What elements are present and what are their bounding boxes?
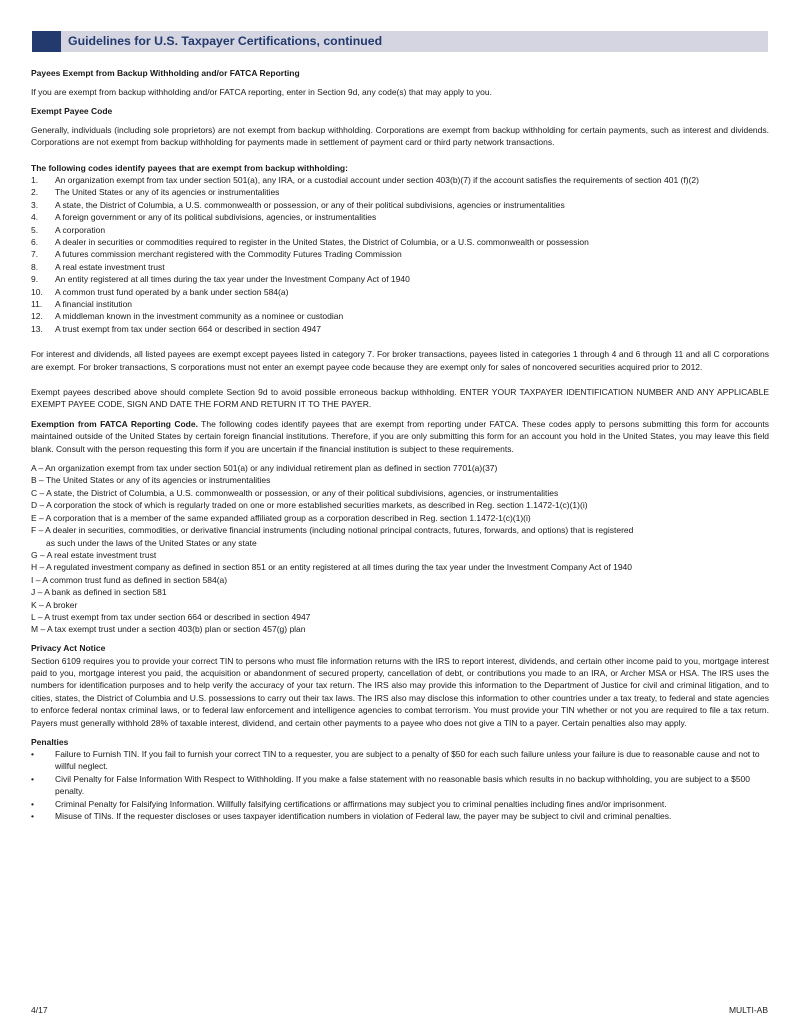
list-item: • Civil Penalty for False Information With Respect to Withholding. If you make a false statement with no reasonable basis which results in no backup withholding, you are subject to a $500 penalty. [31, 773, 750, 797]
header-accent-block [32, 31, 61, 52]
page-title: Guidelines for U.S. Taxpayer Certifications, continued [68, 34, 383, 48]
exempt-intro: If you are exempt from backup withholding and/or FATCA reporting, enter in Section 9d, any code(s) that may apply to you. [31, 86, 492, 97]
privacy-paragraph: Section 6109 requires you to provide your correct TIN to persons who must file information returns with the IRS to report interest, dividends, and certain other income paid to you, mortgage interest paid to you, mortgage interest you paid, the acquisition or abandonment of secured property, cancellation of debt, or contributions you made to an IRA, or Archer MSA or HSA. The IRS uses the numbers for identification purposes and to help verify the accuracy of your tax return. The IRS also may provide this information to the Department of Justice for civil and criminal litigation, and to cities, states, the District of Columbia and U.S. possessions to carry out their tax laws. The IRS also may disclose this information to other countries under a tax treaty, to federal and state agencies to enforce federal nontax criminal laws, or to federal law enforcement and intelligence agencies to combat terrorism. You must provide your TIN whether or not you are required to file a tax return. Payers must generally withhold 28% of taxable interest, dividend, and certain other payments to a payee who does not give a TIN to a payer. Certain penalties also may apply. [31, 655, 769, 728]
list-item: • Criminal Penalty for Falsifying Information. Willfully falsifying certifications or affirmations may subject you to criminal penalties including fines and/or imprisonment. [31, 798, 667, 809]
list-item: L – A trust exempt from tax under section 664 or described in section 4947 [31, 611, 311, 622]
list-item: • Misuse of TINs. If the requester discloses or uses taxpayer identification numbers in violation of Federal law, the payer may be subject to civil and criminal penalties. [31, 811, 672, 822]
list-item: 5. A corporation [31, 224, 106, 235]
list-item: 9. An entity registered at all times during the tax year under the Investment Company Act of 1940 [31, 274, 410, 285]
complete-section-paragraph: Exempt payees described above should complete Section 9d to avoid possible erroneous backup withholding. ENTER YOUR TAXPAYER IDENTIFICATION NUMBER AND ANY APPLICABLE EXEMPT PAYEE CODE, SIGN AND DATE THE FORM AND RETURN IT TO THE PAYER. [31, 387, 769, 410]
penalties-heading: Penalties [31, 736, 69, 747]
fatca-paragraph [31, 418, 769, 455]
list-item: 11. A financial institution [31, 299, 133, 309]
codes-heading: The following codes identify payees that are exempt from backup withholding: [31, 162, 348, 173]
list-item: E – A corporation that is a member of the same expanded affiliated group as a corporation described in Reg. section 1.1472-1(c)(1)(i) [31, 512, 531, 523]
fatca-codes-list [31, 462, 769, 636]
list-item: I – A common trust fund as defined in section 584(a) [31, 574, 228, 585]
exempt-payee-paragraph: Generally, individuals (including sole proprietors) are not exempt from backup withholding. Corporations are exempt from backup withholding for certain payments, such as interest and dividends. Corporations are not exempt from backup withholding for payments made in settlement of payment card or third party network transactions. [31, 124, 769, 148]
list-item: 13. A trust exempt from tax under section 664 or described in section 4947 [31, 323, 322, 334]
list-item: 2. The United States or any of its agencies or instrumentalities [31, 187, 280, 198]
list-item: 8. A real estate investment trust [31, 261, 165, 272]
list-item: 3. A state, the District of Columbia, a U.S. commonwealth or possession, or any of their political subdivisions, agencies or instrumentalities [31, 199, 565, 210]
fatca-lead: Exemption from FATCA Reporting Code. [31, 418, 198, 429]
interest-dividends-paragraph: For interest and dividends, all listed payees are exempt except payees listed in category 7. For broker transactions, payees listed in categories 1 through 4 and 6 through 11 and all C corporations are exempt. For broker transactions, S corporations must not enter an exempt payee code because they are exempt only for sales of noncovered securities acquired prior to 2012. [31, 349, 769, 372]
exempt-heading: Payees Exempt from Backup Withholding and/or FATCA Reporting [31, 68, 300, 78]
list-item: C – A state, the District of Columbia, a U.S. commonwealth or possession, or any of their political subdivisions, agencies, or instrumentalities [31, 487, 559, 498]
list-item: 7. A futures commission merchant registered with the Commodity Futures Trading Commission [31, 249, 402, 260]
fatca-text: The following codes identify payees that are exempt from reporting under FATCA. These codes apply to persons submitting this form for accounts maintained outside of the United States by certain foreign financial institutions. Therefore, if you are only submitting this form for an account you hold in the United States, you may leave this field blank. Consult with the person requesting this form if you are uncertain if the financial institution is subject to these requirements. [31, 418, 769, 454]
list-item: M – A tax exempt trust under a section 403(b) plan or section 457(g) plan [31, 624, 306, 635]
list-item: A – An organization exempt from tax under section 501(a) or any individual retirement plan as defined in section 7701(a)(37) [31, 463, 498, 474]
list-item: J – A bank as defined in section 581 [31, 587, 167, 598]
list-item: 4. A foreign government or any of its political subdivisions, agencies, or instrumentalities [31, 212, 377, 223]
penalties-list [31, 748, 769, 822]
list-item: H – A regulated investment company as defined in section 851 or an entity registered at all times during the tax year under the Investment Company Act of 1940 [31, 562, 633, 573]
list-item: K – A broker [31, 599, 78, 610]
privacy-heading: Privacy Act Notice [31, 643, 106, 654]
footer-form-code: MULTI-AB [728, 1005, 768, 1015]
list-item: G – A real estate investment trust [31, 549, 157, 560]
list-item-continuation: as such under the laws of the United States or any state [46, 537, 257, 548]
list-item: 6. A dealer in securities or commodities required to register in the United States, the District of Columbia, or a U.S. commonwealth or possession [31, 236, 589, 247]
document-body [31, 67, 769, 822]
footer-form-date: 4/17 [31, 1005, 48, 1015]
list-item: 12. A middleman known in the investment community as a nominee or custodian [31, 311, 344, 322]
section-header-bar [32, 31, 768, 52]
list-item: B – The United States or any of its agencies or instrumentalities [31, 475, 271, 486]
exempt-payee-code-heading: Exempt Payee Code [31, 105, 113, 116]
exempt-codes-list [31, 174, 769, 335]
list-item: F – A dealer in securities, commodities, or derivative financial instruments (including notional principal contracts, futures, forwards, and options) that is registered [31, 525, 634, 536]
list-item: 1. An organization exempt from tax under section 501(a), any IRA, or a custodial account under section 403(b)(7) if the account satisfies the requirements of section 401 (f)(2) [31, 174, 699, 185]
list-item: 10. A common trust fund operated by a bank under section 584(a) [31, 286, 289, 297]
list-item: • Failure to Furnish TIN. If you fail to furnish your correct TIN to a requester, you are subject to a penalty of $50 for each such failure unless your failure is due to reasonable cause and not to willful neglect. [31, 749, 760, 772]
list-item: D – A corporation the stock of which is regularly traded on one or more established securities markets, as described in Reg. section 1.1472-1(c)(1)(i) [31, 500, 588, 511]
